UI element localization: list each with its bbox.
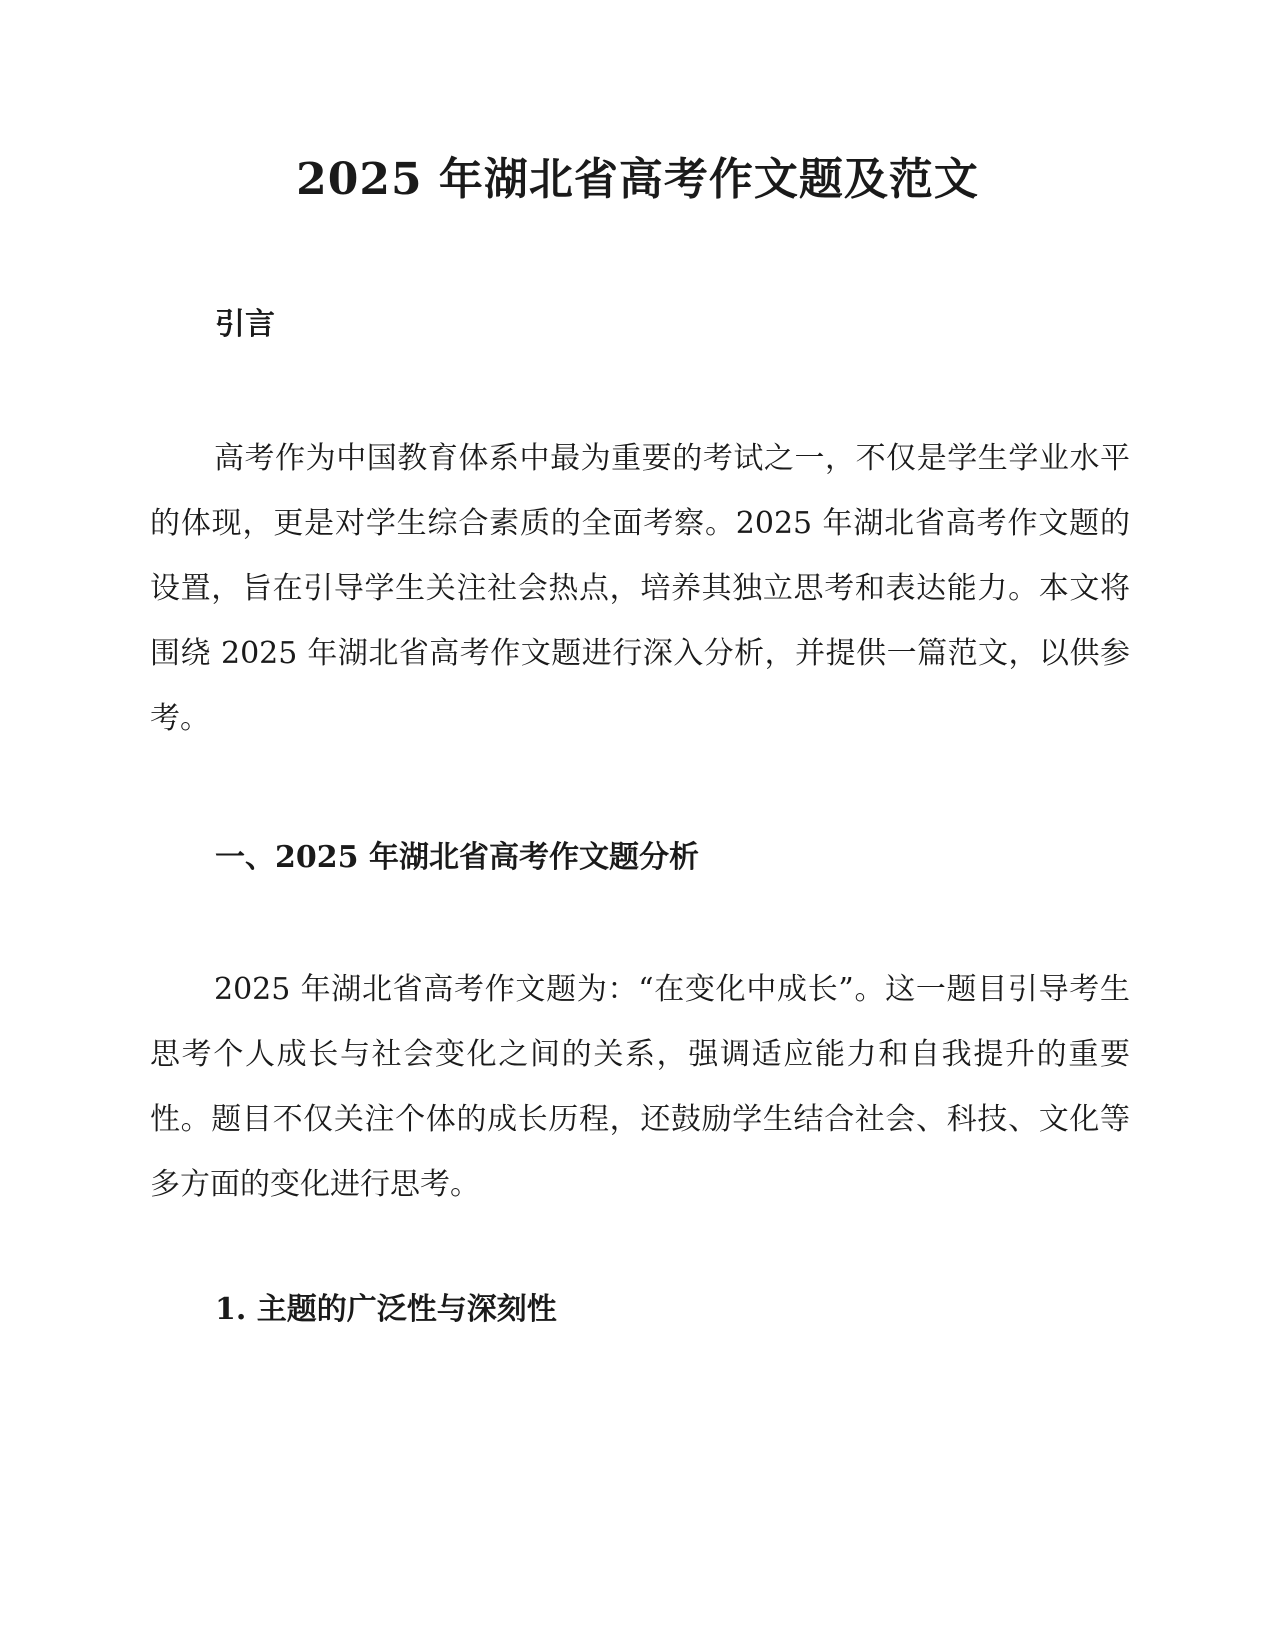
section-heading-analysis: 一、2025 年湖北省高考作文题分析 [215,840,699,875]
introduction-paragraph: 高考作为中国教育体系中最为重要的考试之一，不仅是学生学业水平的体现，更是对学生综合素质的全面考察。2025 年湖北省高考作文题的设置，旨在引导学生关注社会热点，培养其独立思考和表达能力。本文将围绕 2025 年湖北省高考作文题进行深入分析，并提供一篇范文，以供参考。 [150,441,1130,736]
analysis-paragraph: 2025 年湖北省高考作文题为：“在变化中成长”。这一题目引导考生思考个人成长与社会变化之间的关系，强调适应能力和自我提升的重要性。题目不仅关注个体的成长历程，还鼓励学生结合社会、科技、文化等多方面的变化进行思考。 [150,972,1130,1202]
subsection-heading-theme: 1. 主题的广泛性与深刻性 [215,1292,557,1327]
page-title: 2025 年湖北省高考作文题及范文 [296,154,979,205]
section-heading-introduction: 引言 [215,307,275,342]
